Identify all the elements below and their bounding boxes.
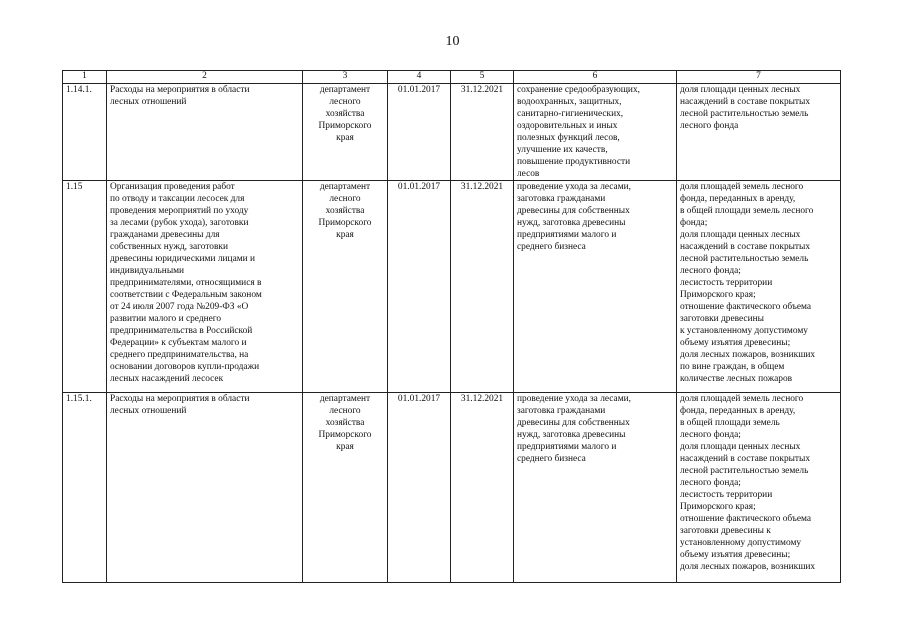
start-date: 01.01.2017 xyxy=(388,181,451,393)
table-row xyxy=(63,84,841,181)
expected-result: проведение ухода за лесами, заготовка гражданами древесины для собственных нужд, заготовка древесины предприятиями малого и среднего бизнеса xyxy=(514,393,677,583)
start-date: 01.01.2017 xyxy=(388,84,451,181)
activity-name: Организация проведения работ по отводу и таксации лесосек для проведения мероприятий по уходу за лесами (рубок ухода), заготовки гражданами древесины для собственных нужд, заготовки древесины юридическими лицами и индивидуальными предпринимателями, относящимися в соответствии с Федеральным законом от 24 июля 2007 года №209-ФЗ «О развитии малого и среднего предпринимательства в Российской Федерации» к субъектам малого и среднего предпринимательства, на основании договоров купли-продажи лесных насаждений лесосек xyxy=(107,181,303,393)
end-date: 31.12.2021 xyxy=(451,393,514,583)
column-header-5: 5 xyxy=(451,71,514,84)
row-number: 1.15.1. xyxy=(63,393,107,583)
expected-result: сохранение средообразующих, водоохранных, защитных, санитарно-гигиенических, оздоровительных и иных полезных функций лесов, улучшение их качеств, повышение продуктивности лесов xyxy=(514,84,677,181)
responsible-executor: департамент лесного хозяйства Приморского края xyxy=(303,181,388,393)
end-date: 31.12.2021 xyxy=(451,181,514,393)
table-row xyxy=(63,181,841,393)
column-header-7: 7 xyxy=(677,71,841,84)
activities-table xyxy=(62,70,841,583)
header-row xyxy=(63,71,841,84)
activity-name: Расходы на мероприятия в области лесных отношений xyxy=(107,84,303,181)
responsible-executor: департамент лесного хозяйства Приморского края xyxy=(303,393,388,583)
page-number: 10 xyxy=(445,34,460,49)
indicator: доля площадей земель лесного фонда, переданных в аренду, в общей площади земель лесного фонда; доля площади ценных лесных насаждений в составе покрытых лесной растительностью земель лесного фонда; лесистость территории Приморского края; отношение фактического объема заготовки древесины к установленному допустимому объему изъятия древесины; доля лесных пожаров, возникших по вине граждан, в общем количестве лесных пожаров xyxy=(677,181,841,393)
column-header-6: 6 xyxy=(514,71,677,84)
table-row xyxy=(63,393,841,583)
column-header-3: 3 xyxy=(303,71,388,84)
start-date: 01.01.2017 xyxy=(388,393,451,583)
column-header-4: 4 xyxy=(388,71,451,84)
responsible-executor: департамент лесного хозяйства Приморского края xyxy=(303,84,388,181)
column-header-2: 2 xyxy=(107,71,303,84)
indicator: доля площадей земель лесного фонда, переданных в аренду, в общей площади земель лесного фонда; доля площади ценных лесных насаждений в составе покрытых лесной растительностью земель лесного фонда; лесистость территории Приморского края; отношение фактического объема заготовки древесины к установленному допустимому объему изъятия древесины; доля лесных пожаров, возникших xyxy=(677,393,841,583)
indicator: доля площади ценных лесных насаждений в составе покрытых лесной растительностью земель лесного фонда xyxy=(677,84,841,181)
expected-result: проведение ухода за лесами, заготовка гражданами древесины для собственных нужд, заготовка древесины предприятиями малого и среднего бизнеса xyxy=(514,181,677,393)
activity-name: Расходы на мероприятия в области лесных отношений xyxy=(107,393,303,583)
row-number: 1.15 xyxy=(63,181,107,393)
end-date: 31.12.2021 xyxy=(451,84,514,181)
column-header-1: 1 xyxy=(63,71,107,84)
row-number: 1.14.1. xyxy=(63,84,107,181)
